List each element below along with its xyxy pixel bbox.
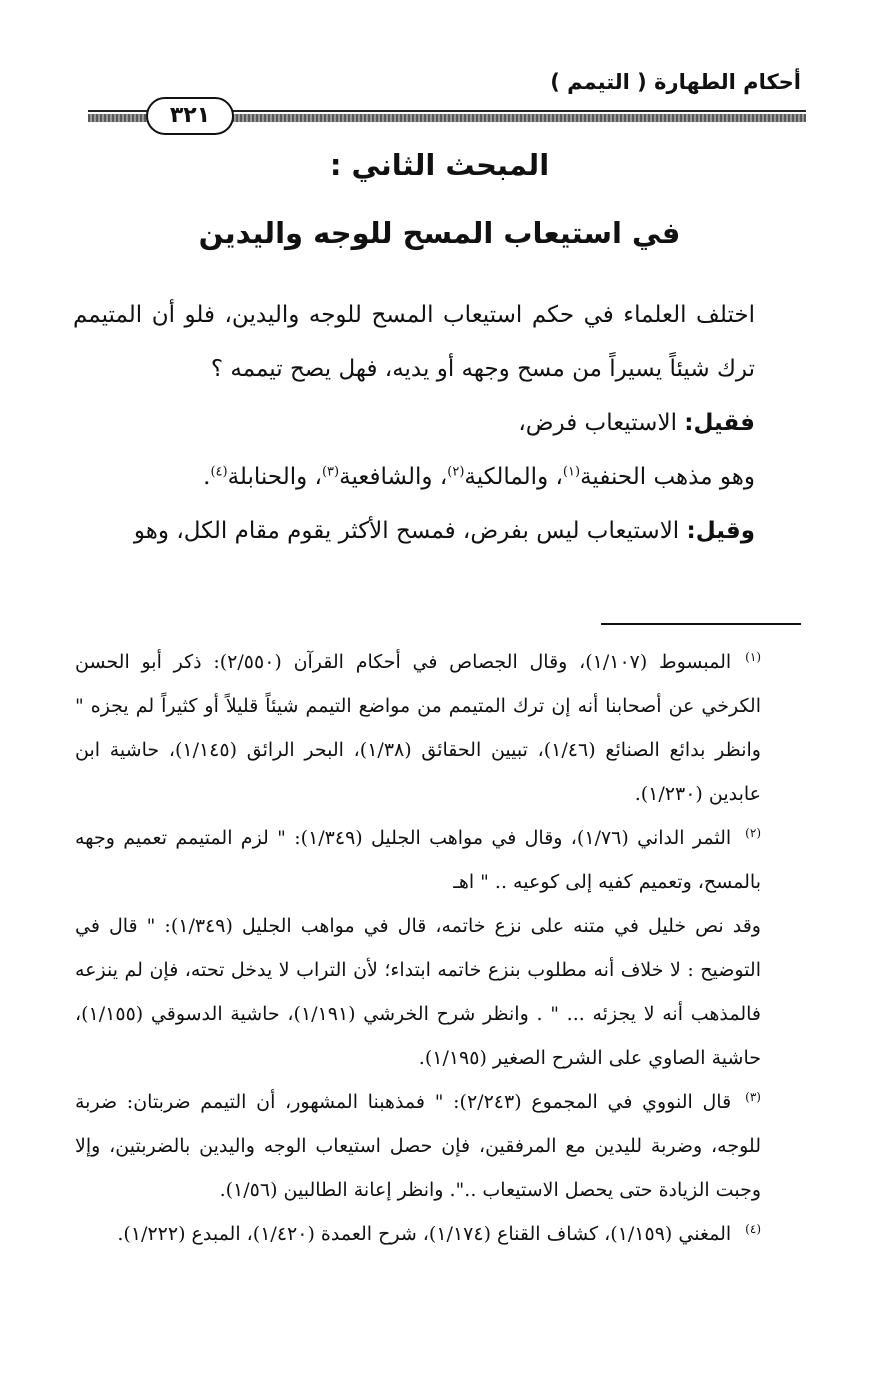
footnote-ref[interactable]: (٤) [210,464,228,480]
section-subheading: في استيعاب المسح للوجه واليدين [198,216,681,250]
opinion-lead: فقيل: [684,410,755,436]
paragraph-first-opinion [73,396,803,450]
schools-text: ، والمالكية [464,464,563,490]
footnote-2 [75,816,801,904]
footnote-text: قال النووي في المجموع (٢/٢٤٣): " فمذهبنا المشهور، أن التيمم ضربتان: ضربة للوجه، وضربة لليدين مع المرفقين، فإن حصل استيعاب الوجه واليدين بالضربتين، وإلا وجبت الزيادة حتى يحصل الاستيعاب ..". وانظر إعانة الطالبين (١/٥٦). [75,1091,761,1201]
footnote-text: الثمر الداني (١/٧٦)، وقال في مواهب الجليل (١/٣٤٩): " لزم المتيمم تعميم وجهه بالمسح، وتعميم كفيه إلى كوعيه .. " اهـ [75,827,761,893]
paragraph-second-opinion [73,504,803,558]
page-number: ٣٢١ [146,97,234,135]
opinion-lead: وقيل: [686,518,755,544]
opinion-text: الاستيعاب فرض، [518,410,685,436]
footnote-ref[interactable]: (١) [562,464,581,480]
opinion-text: الاستيعاب ليس بفرض، فمسح الأكثر يقوم مقام الكل، وهو [133,518,687,544]
footnote-mark: (٤) [745,1221,761,1236]
footnote-ref[interactable]: (٢) [447,464,465,480]
footnote-ref[interactable]: (٣) [321,464,340,480]
footnote-mark: (١) [745,649,761,664]
footnote-mark: (٢) [745,825,761,840]
footnotes [75,640,801,1256]
footnote-1 [75,640,801,816]
paragraph-intro: اختلف العلماء في حكم استيعاب المسح للوجه واليدين، فلو أن المتيمم ترك شيئاً يسيراً من مسح وجهه أو يديه، فهل يصح تيممه ؟ [73,302,755,382]
footnote-2-continuation: وقد نص خليل في متنه على نزع خاتمه، قال في مواهب الجليل (١/٣٤٩): " قال في التوضيح : لا خلاف أنه مطلوب بنزع خاتمه ابتداء؛ لأن التراب لا يدخل تحته، فإن لم ينزعه فالمذهب أنه لا يجزئه ... " . وانظر شرح الخرشي (١/١٩١)، حاشية الدسوقي (١/١٥٥)، حاشية الصاوي على الشرح الصغير (١/١٩٥). [75,915,761,1069]
running-title: أحكام الطهارة ( التيمم ) [550,70,801,94]
schools-text: ، والشافعية [339,464,448,490]
footnote-text: المغني (١/١٥٩)، كشاف القناع (١/١٧٤)، شرح العمدة (١/٤٢٠)، المبدع (١/٢٢٢). [117,1223,732,1245]
footnote-4 [75,1212,801,1256]
footnote-3 [75,1080,801,1212]
footnote-text: المبسوط (١/١٠٧)، وقال الجصاص في أحكام القرآن (٢/٥٥٠): ذكر أبو الحسن الكرخي عن أصحابنا أنه إن ترك المتيمم من مواضع التيمم شيئاً قليلاً أو كثيراً لم يجزه " وانظر بدائع الصنائع (١/٤٦)، تبيين الحقائق (١/٣٨)، البحر الرائق (١/١٤٥)، حاشية ابن عابدين (١/٢٣٠). [75,651,761,805]
paragraph-schools [73,450,803,504]
body-text [73,288,803,558]
schools-text: وهو مذهب الحنفية [580,464,755,490]
schools-text: ، والحنابلة [227,464,322,490]
footnote-separator [601,623,801,625]
footnote-mark: (٣) [745,1089,761,1104]
section-heading: المبحث الثاني : [329,148,550,182]
schools-text: . [203,464,211,490]
